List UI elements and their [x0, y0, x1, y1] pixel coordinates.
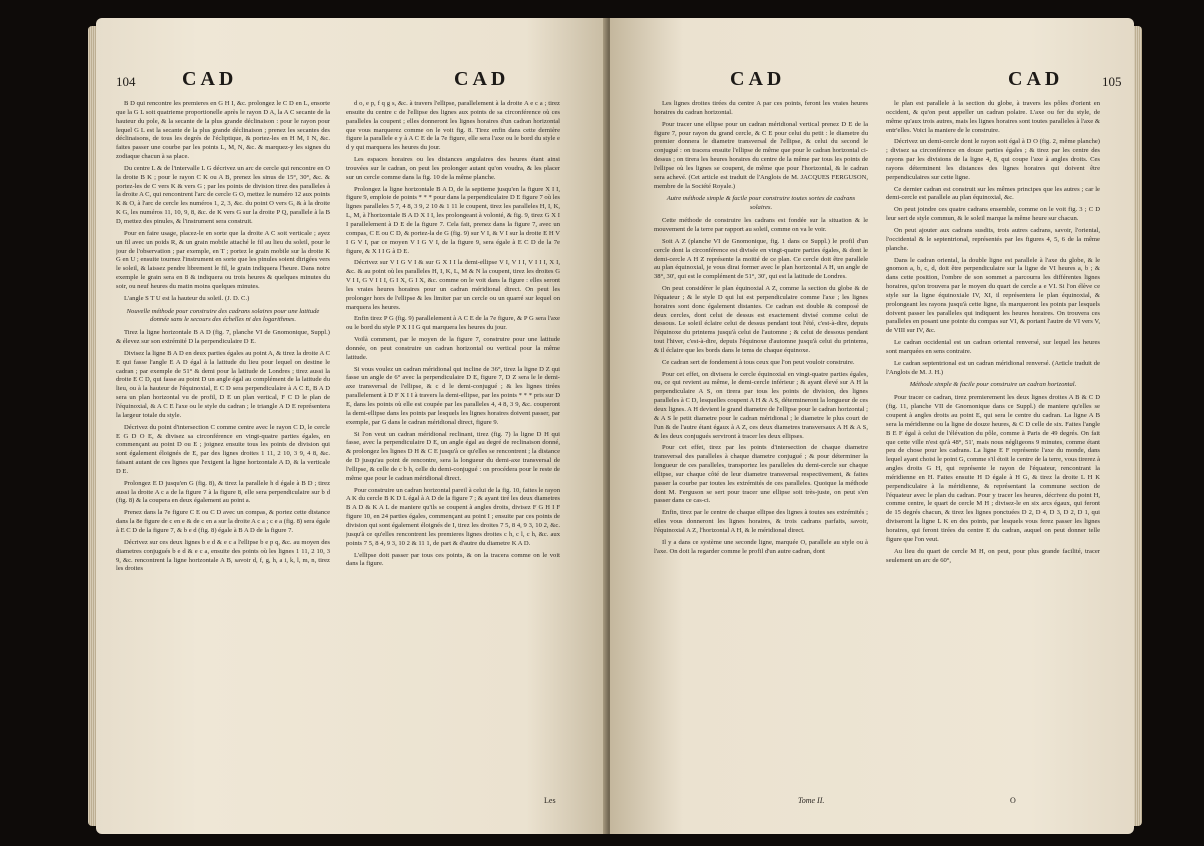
paragraph: Pour tracer une ellipse pour un cadran méridional vertical prenez D E de la figure 7, pour rayon du grand cercle, & C E pour celui du petit : le diametre du premier donnera le diametre transversal de l'ellipse, & celui du second le conjugué : on tracera ensuite l'ellipse de même que pour le cadran horizontal ci-dessus ; on tirera les heures horaires du centre de la même par tous les points de l'ellipse où les lignes se coupent, de même que pour l'horizontal, & le cadran sera achevé. (Cet article est traduit de l'Anglois de M. JACQUES FERGUSON, membre de la Société Royale.)	[654, 120, 868, 190]
paragraph: Les lignes droites tirées du centre A par ces points, feront les vraies heures horaires du cadran horizontal.	[654, 100, 868, 116]
paragraph: Pour en faire usage, placez-le en sorte que la droite A C soit verticale ; ayez un fil avec un poids R, & un grain mobile attaché le fil au lieu du soleil, pour le jour de l'observation ; par exemple, en T ; portez le grain mobile sur la droite K G en U ; ensuite tournez l'instrument en sorte que les pinules soient dirigées vers le soleil, & laissez pendre librement le fil, le grain indiquera l'heure. Dans notre exemple le grain sera en 8 & indiquera ou trois heures & quelques minutes du soir, ou neuf heures du matin moins quelques minutes.	[116, 229, 330, 290]
paragraph: On peut considérer le plan équinoxial A Z, comme la section du globe & de l'équateur ; & le style D qui lui est perpendiculaire comme l'axe ; les lignes horaires sont donc également distantes. Ce cadran est double & composé de deux cercles, dont celui de dessus est exactement divisé comme celui de dessous. Le soleil éclaire celui de dessus pendant tout l'été, c'est-à-dire, depuis l'équinoxe du printems jusqu'à celui de l'automne ; & celui de dessous pendant tout l'hiver, c'est-à-dire, depuis l'équinoxe d'automne jusqu'à celui du printems, & il éclaire que les bords dans le tems de chaque équinoxe.	[654, 285, 868, 354]
section-heading: Méthode simple & facile pour construire un cadran horizontal.	[909, 381, 1077, 389]
paragraph: Prenez dans la 7e figure C E ou C D avec un compas, & portez cette distance dans la 8e figure de c en e & de c en a sur la droite A c a ; c e a (fig. 8) sera égale à E C D de la figure 7, & b e d (fig. 8) égale à B A D de la figure 7.	[116, 509, 330, 534]
paragraph: On peut joindre ces quatre cadrans ensemble, comme on le voit fig. 3 ; C D leur sert de style commun, & le soleil marque la même heure sur chacun.	[886, 206, 1100, 223]
paragraph: Décrivez du point d'intersection C comme centre avec le rayon C D, le cercle E G D O E, & divisez sa circonférence en vingt-quatre parties égales, en commençant au point D ou E ; joignez ensuite tous les points de division qui sont également éloignés de E, par des lignes droites 1 11, 2 10, 3 9, 4 8, &c. faisant autant de ces lignes que l'exigent la ligne horizontale A D, & la verticale D E.	[116, 423, 330, 475]
volume-footer: Tome II.	[798, 796, 825, 805]
page-edge-right	[1134, 26, 1142, 826]
catchword: Les	[544, 796, 556, 805]
paragraph: Voilà comment, par le moyen de la figure 7, construire pour une latitude donnée, on peut construire un cadran horizontal ou vertical pour la même latitude.	[346, 336, 560, 361]
running-header-right: CAD	[1008, 68, 1064, 90]
paragraph: Le cadran septentrional est un cadran méridional renversé. (Article traduit de l'Anglois de M. J. H.)	[886, 359, 1100, 376]
paragraph: Du centre L & de l'intervalle L G décrivez un arc de cercle qui rencontre en O la droite B K ; pour le rayon C K ou A B, prenez les sinus de 15°, 30°, &c. & portez-les de C vers K & vers G ; par les points de division tirez des paralleles à la droite A C, qui rencontrent l'arc de cercle G O, mettez le numéro 12 aux points K & O, à l'arc de cercle les numéros 1, 2, 3, &c. du point O vers G, & à la droite K G, les numéros 11, 10, 9, 8, &c. de K vers G sur la droite P Q, parallele à la B D, mettez des pinules, & l'instrument sera construit.	[116, 164, 330, 225]
section-heading: Autre méthode simple & facile pour construire toutes sortes de cadrans solaires.	[666, 195, 856, 212]
paragraph: Enfin, tirez par le centre de chaque ellipse des lignes à toutes ses extrémités ; elles vous donneront les lignes horaires, & trois cadrans parfaits, savoir, l'équinoxial A Z, l'horizontal A H, & le méridional direct.	[654, 509, 868, 534]
page-number: 104	[116, 74, 136, 89]
paragraph: Divisez la ligne B A D en deux parties égales au point A, & tirez la droite A C E qui fasse l'angle E A D égal à la latitude du lieu pour lequel on destine le cadran ; par exemple de 51° & demi pour la latitude de Londres ; tirez aussi la droite E C D, qui fasse au point D un angle égal au complément de la latitude du lieu, ou à la hauteur de l'équinoxial, E C D sera perpendiculaire à A C E, B A D sera un plan horizontal vu de profil, D E un plan vertical, F C D le plan de l'équinoxial, & A C E l'axe ou le style du cadran ; le triangle A D E représentera la largeur totale du style.	[116, 349, 330, 419]
paragraph: Prolongez E D jusqu'en G (fig. 8), & tirez la parallele h d égale à B D ; tirez aussi la droite A c a de la figure 7 à la figure 8, elle sera perpendiculaire sur b d (fig. 8) & la coupera en deux également au point a.	[116, 479, 330, 505]
running-header-left: CAD	[730, 68, 786, 90]
open-book	[96, 18, 1134, 834]
section-heading: Nouvelle méthode pour construire des cadrans solaires pour une latitude donnée sans le secours des échelles ni des logarithmes.	[126, 307, 320, 324]
paragraph: Décrivez sur V I G V I & sur G X I I la demi-ellipse V I, V I I, V I I I, X I, &c. & au point où les paralleles H, I, K, L, M & N la coupent, tirez les droites G V I I, G V I I I, G I X, G I X, &c. comme on le voit dans la figure : elles seront les vraies heures horaires pour un cadran méridional direct. On peut les prolonger hors de l'ellipse & les limiter par un cercle ou un quarré sur lequel on marquera les heures.	[346, 259, 560, 311]
paragraph: Pour cet effet, tirez par les points d'intersection de chaque diametre transversal des paralleles à chaque diametre conjugué ; & pour déterminer la longueur de ces paralleles, transportez les paralleles du demi-cercle sur chaque ellipse, sur chaque côté de leur diametre transversal respectivement, & faites passer la courbe par toutes les extrémités de ces paralleles. Quoique la méthode dont M. Ferguson se sert pour tracer une ellipse soit très-juste, on peut s'en passer dans ce cas-ci.	[654, 444, 868, 505]
text-column-right	[886, 100, 1100, 790]
page-edge-left	[88, 26, 96, 826]
paragraph: Pour construire un cadran horizontal pareil à celui de la fig. 10, faites le rayon A K du cercle B K D L égal à A D de la figure 7 ; & ayant tiré les deux diametres B A D & K A L de maniere qu'ils se coupent à angles droits, divisez F G H I F figure 10, en 24 parties égales, commençant au point I ; ensuite par ces points de division qui sont également éloignés de I, tirez les droites 7 5, 8 4, 9 3, 10 2, &c. jusqu'à ce qu'elles rencontrent les premieres lignes droites c h, c l, c h, &c. aux points 7 5, 8 4, 9 3, 10 2 & 11 1, de part & d'autre du diametre K A D.	[346, 486, 560, 547]
page-number: 105	[1102, 74, 1122, 89]
paragraph: d o, e p, f q g s, &c. à travers l'ellipse, parallelement à la droite A e c a ; tirez ensuite du centre c de l'ellipse des lignes aux points de sa circonférence où ces paralleles la coupent ; elles donneront les lignes horaires d'un cadran horizontal que vous marquerez comme on le voit fig. 8. Tirez enfin dans cette dernière figure la parallele e y à A C E de la 7e figure, elle sera l'axe ou le bord du style e d y qui marquera les heures du jour.	[346, 100, 560, 152]
paragraph: Cette méthode de construire les cadrans est fondée sur la situation & le mouvement de la terre par rapport au soleil, comme on va le voir.	[654, 217, 868, 233]
paragraph: Décrivez sur ces deux lignes b e d & e c a l'ellipse b e p q, &c. au moyen des diametres conjugués b e d & e c a, ensuite des points où les lignes 1 11, 2 10, 3 9, &c. rencontrent la ligne horizontale A B, savoir d, f, g, h, a i, k, l, m, n, tirez les droites	[116, 538, 330, 573]
paragraph: On peut ajouter aux cadrans susdits, trois autres cadrans, savoir, l'oriental, l'occidental & le septentrional, représentés par les figures 4, 5, 6 de la même planche.	[886, 226, 1100, 252]
paragraph: Au lieu du quart de cercle M H, on peut, pour plus grande facilité, tracer seulement un arc de 60°,	[886, 547, 1100, 564]
paragraph: Le cadran occidental est un cadran oriental renversé, sur lequel les heures sont marquées en sens contraire.	[886, 339, 1100, 355]
paragraph: L'angle S T U est la hauteur du soleil. (J. D. C.)	[124, 294, 250, 302]
text-column-left	[116, 100, 330, 790]
text-column-left	[654, 100, 868, 790]
paragraph: Ce cadran sert de fondement à tous ceux que l'on peut vouloir construire.	[662, 358, 855, 366]
signature-mark: O	[1010, 796, 1016, 805]
paragraph: Pour cet effet, on divisera le cercle équinoxial en vingt-quatre parties égales, ou, ce qui revient au même, le demi-cercle inférieur ; & ayant élevé sur A H la perpendiculaire A S, on tirera par tous les points de division, des lignes paralleles à C D, lesquelles coupent A H & A S, détermineront la longueur de ces deux lignes. A H devient le grand diametre de l'ellipse pour le cadran horizontal ; & A S le petit diametre pour le cadran méridional ; le diametre le plus court de l'un & de l'autre étant égaux à A Z, ces deux diametres transversaux A H & A S, & les deux conjugués serviront à tracer les deux ellipses.	[654, 370, 868, 440]
paragraph: Ce dernier cadran est construit sur les mêmes principes que les autres ; car le demi-cercle est parallele au plan équinoxial, &c.	[886, 185, 1100, 202]
text-column-right	[346, 100, 560, 790]
paragraph: Soit A Z (planche VI de Gnomonique, fig. 1 dans ce Suppl.) le profil d'un cercle dont la circonférence est divisée en vingt-quatre parties égales, & dont le demi-cercle A H Z représente la moitié de ce plan. Ce cercle doit être parallele au plan équinoxial, je vous dirai former avec le plan horizontal A H, un angle de 38°, 30', qui est le complément de 51°, 30', qui est la latitude de Londres.	[654, 237, 868, 281]
paragraph: le plan est parallele à la section du globe, à travers les pôles d'orient en occident, & qu'on peut appeller un cadran polaire. L'axe ou fer du style, de même qu'aux trois autres, mais les lignes horaires sont toutes paralleles à l'axe & entr'elles. Voici la maniere de le construire.	[886, 100, 1100, 134]
paragraph: Pour tracer ce cadran, tirez premierement les deux lignes droites A B & C D (fig. 11, planche VII de Gnomonique dans ce Suppl.) de maniere qu'elles se coupent à angles droits au point E, qui sera le centre du cadran. La ligne A B sera la méridienne ou la ligne de douze heures, & C D celle de six. Faites l'angle B E F égal à celui de l'élévation du pôle, comme à Paris de 49 degrés. On fait que cette ville n'est qu'à 48°, 51', mais nous négligeons 9 minutes, comme étant peu de chose pour les cadrans. La ligne E F représente l'axe du monde, dans lequel ayant choisi le point G, comme s'il étoit le centre de la terre, vous tirerez à angles droits G H, qui représente le rayon de l'équateur, rencontrant la méridienne en H. Faites ensuite H D égale à H G, & tirez la droite L H K perpendiculaire à la méridienne, & représentant la commune section de l'équateur avec le plan du cadran. Pour y tracer les heures, décrivez du point H, comme centre, le quart de cercle M H ; divisez-le en six arcs égaux, qui feront de 15 degrés chacun, & tirez les lignes ponctuées D 2, D 4, D 3, D 2, D 1, qui diviseront la ligne L K en des points, par lesquels vous ferez passer les lignes horaires, qui feront tirées du centre E du cadran, auquel on peut donner telle figure que l'on veut.	[886, 394, 1100, 543]
paragraph: Si vous voulez un cadran méridional qui incline de 36°, tirez la ligne D Z qui fasse un angle de 6° avec la perpendiculaire D E, figure 7, D Z sera le le demi-axe transversal de l'ellipse, & c d le demi-conjugué ; & les lignes tirées parallelement à D F X I I à travers la demi-ellipse, par les points * * * pris sur D E, dans les points où elle est coupée par les paralleles 4, 4 8, 3 9, &c. couperont la demi-ellipse dans les points par lesquels les lignes horaires doivent passer, par exemple, par G dans le cadran méridional direct, figure 9.	[346, 365, 560, 426]
running-header-left: CAD	[182, 68, 238, 90]
paragraph: Les espaces horaires ou les distances angulaires des heures étant ainsi trouvées sur le cadran, on peut les prolonger autant qu'on voudra, & les placer sur un cercle comme dans la fig. 10 de la même planche.	[346, 156, 560, 181]
paragraph: Prolongez la ligne horizontale B A D, de la septieme jusqu'en la figure X I I, figure 9, emploie de points * * * pour dans la perpendiculaire D E figure 7 où les lignes paralleles 5 7, 4 8, 3 9, 2 10 & 1 11 le coupent, tirez les paralleles H, I, K, L, M, à l'horizontale B A D X I I, les prolongeant à volonté, & fig. 9, tirez G X I I parallelement à D E de la figure 7. Cela fait, prenez dans la figure 7, avec un compas, C E ou C D, & portez-la de G (fig. 9) sur V I, & V I sur la droite E H V I G V I, par ce moyen V I G V I, de la figure 9, sera égale à E C D de la 7e figure, & X I I G à D E.	[346, 185, 560, 255]
paragraph: Tirez la ligne horizontale B A D (fig. 7, planche VI de Gnomonique, Suppl.) & élevez sur son extrémité D la perpendiculaire D E.	[116, 329, 330, 346]
paragraph: Enfin tirez P G (fig. 9) parallelement à A C E de la 7e figure, & P G sera l'axe ou le bord du style P X I I G qui marquera les heures du jour.	[346, 315, 560, 332]
paragraph: Si l'on veut un cadran méridional reclinant, tirez (fig. 7) la ligne D H qui fasse, avec la perpendiculaire D E, un angle égal au degré de reclinaison donné, & prolongez les lignes D H & C E jusqu'à ce qu'elles se rencontrent ; la distance de D jusqu'au point de rencontre, sera la longueur du demi-axe transversal de l'ellipse, & celle de c b h, celle du demi-conjugué : on procédera pour le reste de même que pour le cadran méridional direct.	[346, 430, 560, 482]
running-header-right: CAD	[454, 68, 510, 90]
paragraph: Il y a dans ce système une seconde ligne, marquée O, parallele au style ou à l'axe. On doit la regarder comme le profil d'un autre cadran, dont	[654, 538, 868, 555]
paragraph: L'ellipse doit passer par tous ces points, & on la tracera comme on le voit dans la figure.	[346, 551, 560, 568]
left-page	[96, 18, 608, 834]
paragraph: B D qui rencontre les premieres en G H I, &c. prolongez le C D en L, ensorte que la G L soit quatrieme proportionelle après le rayon D A, la A C secante de la hauteur du pole, & la secante de la plus grande déclinaison : pour le rayon pour lequel G L est la secante de la plus grande déclinaison ; prenez les secantes des déclinaisons, de tous les degrés de l'écliptique, & portez-les en H M, I N, &c. faites passer une courbe par les points L, M, N, &c. & marquez-y les signes du zodiaque chacun à sa place.	[116, 100, 330, 161]
right-page	[610, 18, 1134, 834]
paragraph: Décrivez un demi-cercle dont le rayon soit égal à D O (fig. 2, même planche) ; divisez sa circonférence en douze parties égales ; & tirez par les centre des rayons par les divisions de la ligne 4, 8, qui coupe l'axe à angles droits. Ces rayons déterminent les distances des lignes horaires qui doivent être perpendiculaires sur cette ligne.	[886, 138, 1100, 181]
paragraph: Dans le cadran oriental, la double ligne est parallele à l'axe du globe, & le gnomon a, b, c, d, doit être perpendiculaire sur la ligne de VI heures a, b ; & dans cette position, l'ombre de son sommet a parcourra les différentes lignes horaires, qu'on trouvera par le moyen du quart de cercle a e VI. Si l'on élève ce style sur la ligne équinoxiale IV, XI, il représentera le plan équinoxial, & prolongeant les rayons jusqu'à cette ligne, ils marqueront les points par lesquels doivent passer les paralleles qui indiquent les heures horaires. On trouvera ces paralleles en posant une pointe du compas sur VI, & portant l'autre de VI vers V, de VIII sur IV, &c.	[886, 256, 1100, 335]
